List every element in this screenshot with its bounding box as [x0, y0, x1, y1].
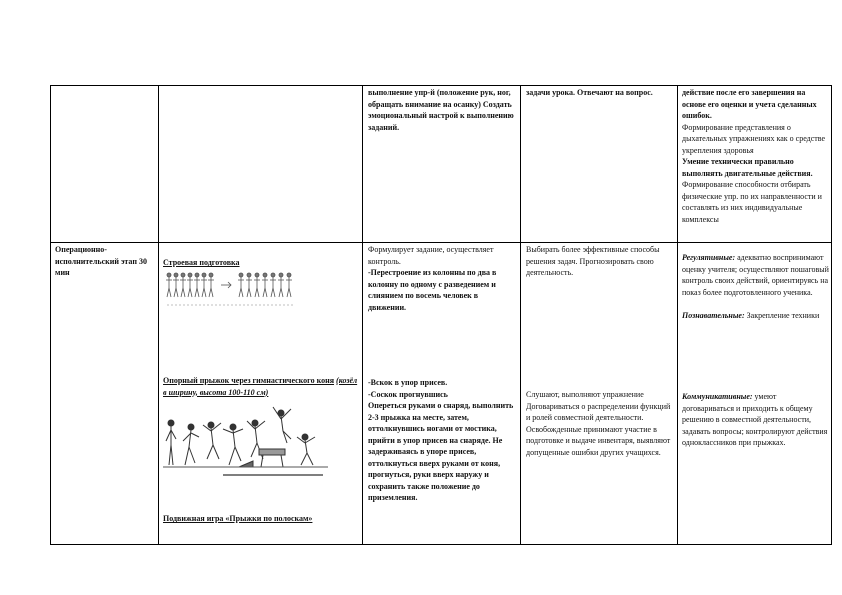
springboard: [239, 461, 253, 467]
uud-communicative-text: умеют договариваться и приходить к общему решению в совместной деятельности, задавать вопросы; контролируют действия одноклассников при прыжках.: [682, 392, 828, 447]
uud-text: действие после его завершения на основе его оценки и учета сделанных ошибок.: [682, 88, 817, 120]
teacher-vault-description: Опереться руками о снаряд, выполнить 2-3 прыжка на месте, затем, оттолкнувшись ногами от мостика, прийти в упор присев на снаряде. Не задерживаясь в упоре присев, оттолкнуться вверх руками от коня, прогнуться, руки вверх наружу и сохранить также положение до приземления.: [368, 401, 514, 502]
vault-title: Опорный прыжок через гимнастического коня: [163, 376, 335, 385]
table-border-bottom: [50, 544, 832, 545]
person-figure: [238, 273, 244, 297]
person-figure: [297, 434, 315, 465]
person-figure: [270, 273, 276, 297]
students-drill-text: Выбирать более эффективные способы решения задач. Прогнозировать свою деятельность.: [526, 245, 660, 277]
column-divider: [362, 85, 363, 545]
row1-teacher-text: выполнение упр-й (положение рук, ног, обращать внимание на осанку) Создать эмоциональный настрой к выполнению заданий.: [368, 88, 514, 132]
person-figure: [180, 273, 186, 297]
person-figure: [262, 273, 268, 297]
uud-cognitive-label: Познавательные:: [682, 311, 745, 320]
row2-stage-cell: [55, 244, 155, 279]
teacher-vault-step: -Соскок прогнувшись: [368, 389, 448, 399]
table-border-right: [831, 85, 832, 545]
table-border-left: [50, 85, 51, 545]
teacher-task-intro: Формулирует задание, осуществляет контроль.: [368, 245, 494, 266]
person-figure: [278, 273, 284, 297]
person-figure: [223, 424, 243, 465]
column-divider: [677, 85, 678, 545]
person-figure: [208, 273, 214, 297]
person-figure: [246, 273, 252, 297]
lesson-plan-table: [50, 85, 832, 545]
row1-teacher-cell: [368, 87, 518, 133]
person-figure: [187, 273, 193, 297]
vault-sequence-figure: [163, 403, 328, 485]
vault-note: (козёл в ширину, высота 100-110 см): [163, 376, 358, 397]
person-figure: [203, 422, 221, 459]
person-figure: [194, 273, 200, 297]
person-figure: [173, 273, 179, 297]
uud-regulative-text: адекватно воспринимают оценку учителя; осуществляют пошаговый контроль своих действий, ориентируясь на показ более подготовленного ученика.: [682, 253, 829, 297]
game-title-cell: [163, 513, 359, 525]
teacher-vault-step: -Вскок в упор присев.: [368, 378, 448, 387]
uud-cognitive-text: Закрепление техники: [746, 311, 820, 320]
stage-label: Операционно-исполнительский этап 30 мин: [55, 245, 147, 277]
uud-text: Формирование представления о дыхательных упражнениях как о средстве укрепления здоровья: [682, 122, 826, 155]
drill-formation-figure: [163, 271, 313, 311]
uud-text: Формирование способности отбирать физические упр. по их направленности и составлять из них индивидуальные комплексы: [682, 180, 822, 224]
game-title: Подвижная игра «Прыжки по полоскам»: [163, 514, 313, 523]
column-divider: [520, 85, 521, 545]
row2-teacher-cell: [368, 244, 518, 313]
person-figure: [254, 273, 260, 297]
row2-students-cell: [526, 244, 674, 279]
row2-students-vault-cell: [526, 389, 674, 458]
vault-horse: [259, 449, 285, 467]
person-figure: [286, 273, 292, 297]
row2-uud-cell: [682, 252, 829, 322]
table-border-top: [50, 85, 832, 86]
person-figure: [166, 273, 172, 297]
uud-regulative-label: Регулятивные:: [682, 253, 736, 262]
person-figure: [201, 273, 207, 297]
person-figure: [166, 420, 176, 465]
teacher-rebuild: -Перестроение из колонны по два в колонну по одному с разведением и слиянием по восемь человек в движении.: [368, 268, 497, 312]
column-divider: [158, 85, 159, 545]
uud-text: Умение технически правильно выполнять двигательные действия.: [682, 157, 813, 178]
row1-uud-cell: [682, 87, 829, 225]
students-vault-text: Слушают, выполняют упражнение Договариваться о распределении функций и ролей совместной деятельности. Освобожденные принимают участие в подготовке и выдаче инвентаря, выявляют допущенные ошибки других учащихся.: [526, 390, 671, 457]
row2-teacher-vault-cell: [368, 377, 518, 504]
row1-students-text: задачи урока. Отвечают на вопрос.: [526, 88, 653, 97]
person-figure: [183, 424, 199, 465]
row-divider: [50, 242, 832, 243]
row1-students-cell: [526, 87, 674, 99]
vault-title-cell: [163, 375, 359, 398]
uud-communicative-label: Коммуникативные:: [682, 392, 753, 401]
drill-title-cell: [163, 257, 359, 269]
row2-uud-communicative-cell: [682, 391, 829, 449]
person-figure: [273, 407, 291, 443]
drill-title: Строевая подготовка: [163, 258, 240, 267]
